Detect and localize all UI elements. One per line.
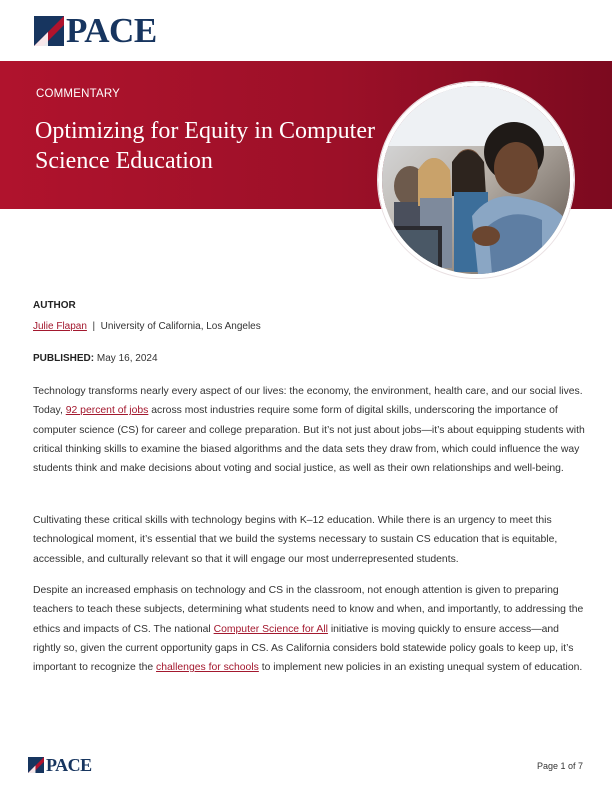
page-number: Page 1 of 7	[536, 761, 583, 771]
pace-logo-text: PACE	[66, 11, 157, 50]
article-kicker: COMMENTARY	[36, 88, 120, 100]
paragraph-text: Technology transforms nearly every aspect of our lives: the economy, the environment, health care, and our social lives. Today,	[33, 386, 583, 417]
pace-logo-icon	[34, 16, 64, 46]
author-line	[33, 321, 261, 332]
challenges-for-schools-link[interactable]: challenges for schools	[156, 662, 259, 674]
body-paragraph-1	[33, 382, 585, 478]
footer-pace-logo[interactable]	[28, 756, 92, 774]
author-label: AUTHOR	[33, 300, 76, 311]
published-label: PUBLISHED:	[33, 353, 95, 364]
paragraph-text: initiative is moving quickly to ensure access—and rightly so, given the current opportunity gaps in CS. As California considers bold statewide policy goals to keep up, it’s important to recognize the	[33, 623, 574, 674]
author-name-link[interactable]: Julie Flapan	[33, 321, 87, 332]
paragraph-text: across most industries require some form of digital skills, underscoring the importance of computer science (CS) for career and college preparation. But it’s not just about jobs—it’s about equipping students with critical thinking skills to examine the biased algorithms and the data sets they draw from, which could influence the way students think and make decisions about voting and social justice, as well as their own relationships and well-being.	[33, 405, 585, 475]
body-paragraph-2: Cultivating these critical skills with technology begins with K–12 education. While there is an urgency to meet this technological moment, it’s essential that we build the systems necessary to sustain CS education that is equitable, accessible, and culturally relevant so that it will engage our most underrepresented students.	[33, 515, 558, 565]
pace-logo[interactable]	[34, 13, 157, 48]
pace-logo-text: PACE	[46, 755, 92, 775]
pace-logo-icon	[28, 757, 44, 773]
students-at-laptops-photo-icon	[382, 86, 570, 274]
paragraph-text: Despite an increased emphasis on technology and CS in the classroom, not enough attention is given to preparing teachers to teach these subjects, determining what students need to know and when, and importantly, to addressing the ethics and impacts of CS. The national	[33, 585, 584, 635]
published-date: May 16, 2024	[96, 353, 158, 364]
paragraph-text: to implement new policies in an existing unequal system of education.	[258, 662, 583, 674]
published-line	[33, 353, 158, 364]
jobs-statistic-link[interactable]: 92 percent of jobs	[65, 405, 149, 417]
author-affiliation: University of California, Los Angeles	[100, 321, 261, 332]
cs-for-all-link[interactable]: Computer Science for All	[213, 623, 328, 635]
article-title: Optimizing for Equity in Computer Science Education	[35, 118, 375, 174]
body-paragraph-3	[33, 581, 585, 677]
author-separator: |	[92, 321, 96, 332]
header-photo	[378, 82, 574, 278]
